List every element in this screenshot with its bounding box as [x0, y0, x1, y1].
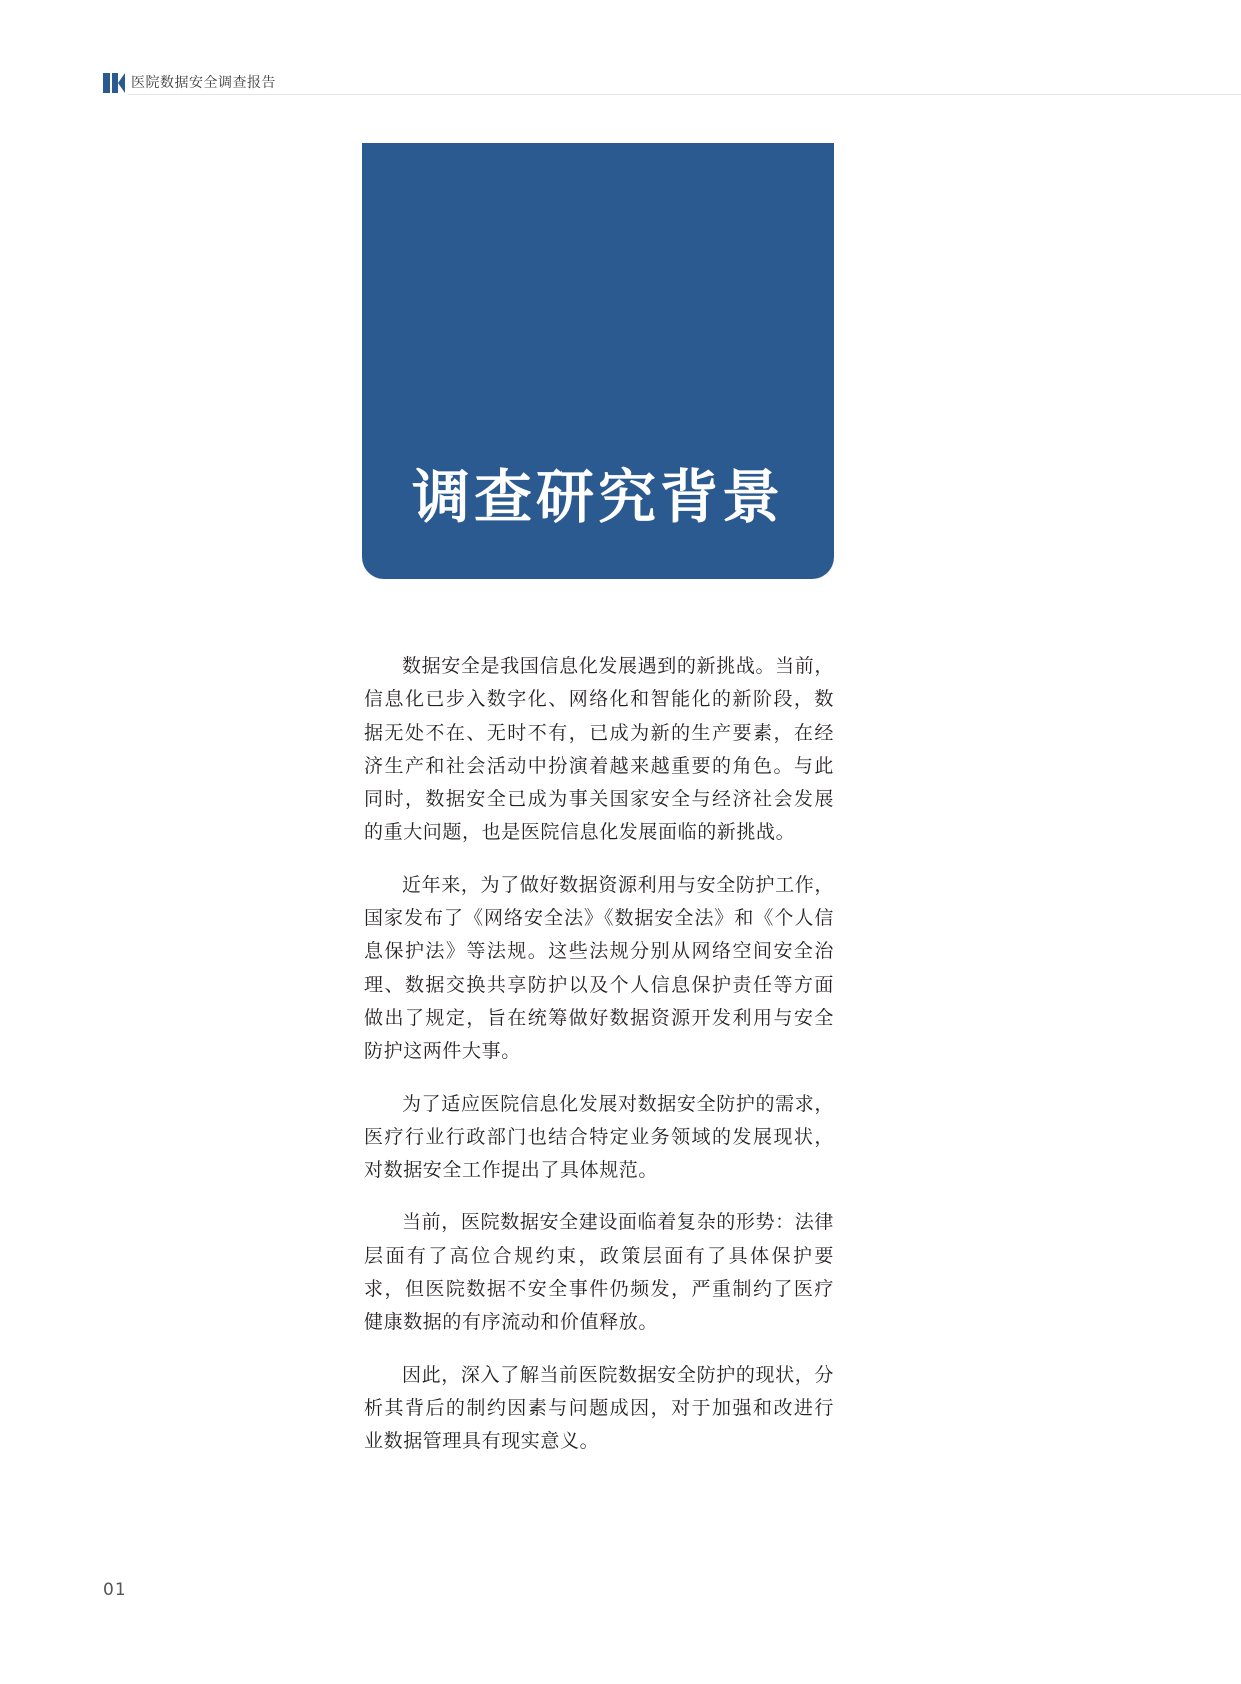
header-divider: [128, 94, 1241, 95]
paragraph: 近年来，为了做好数据资源利用与安全防护工作，国家发布了《网络安全法》《数据安全法》和《个人信息保护法》等法规。这些法规分别从网络空间安全治理、数据交换共享防护以及个人信息保护责任等方面做出了规定，旨在统筹做好数据资源开发利用与安全防护这两件大事。: [364, 873, 834, 1063]
paragraph: 为了适应医院信息化发展对数据安全防护的需求，医疗行业行政部门也结合特定业务领域的发展现状，对数据安全工作提出了具体规范。: [364, 1092, 834, 1182]
page-number: 01: [103, 1580, 127, 1600]
report-title: 医院数据安全调查报告: [131, 75, 276, 91]
paragraph: 当前，医院数据安全建设面临着复杂的形势：法律层面有了高位合规约束，政策层面有了具体保护要求，但医院数据不安全事件仍频发，严重制约了医疗健康数据的有序流动和价值释放。: [364, 1211, 834, 1334]
section-title: 调查研究背景: [411, 463, 784, 531]
section-title-block: [362, 143, 834, 579]
logo-icon: [103, 72, 125, 94]
page-header: [103, 72, 276, 94]
paragraph: 因此，深入了解当前医院数据安全防护的现状，分析其背后的制约因素与问题成因，对于加强和改进行业数据管理具有现实意义。: [364, 1363, 834, 1453]
body-text: [364, 650, 834, 1478]
paragraph: 数据安全是我国信息化发展遇到的新挑战。当前，信息化已步入数字化、网络化和智能化的新阶段，数据无处不在、无时不有，已成为新的生产要素，在经济生产和社会活动中扮演着越来越重要的角色。与此同时，数据安全已成为事关国家安全与经济社会发展的重大问题，也是医院信息化发展面临的新挑战。: [364, 655, 834, 844]
